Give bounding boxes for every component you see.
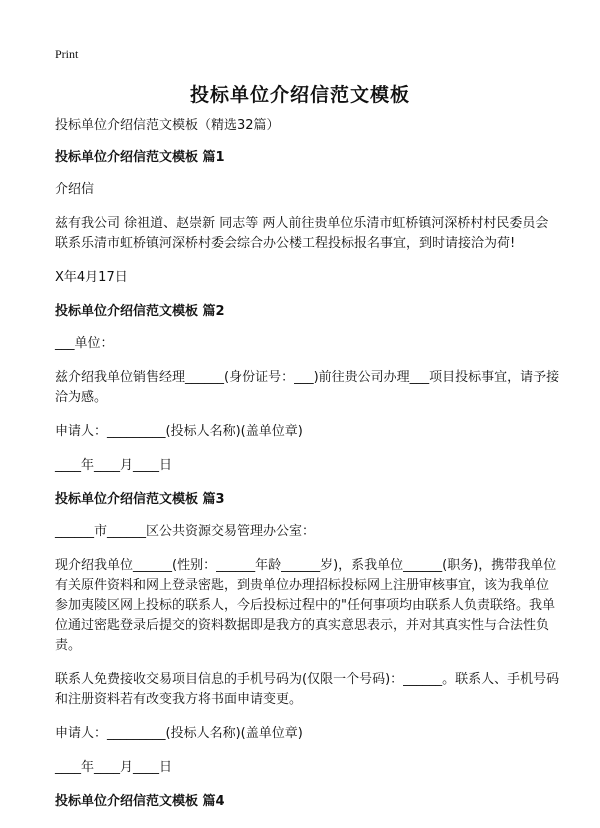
document-title: 投标单位介绍信范文模板: [189, 84, 410, 106]
section-heading: 投标单位介绍信范文模板 篇2: [55, 304, 225, 319]
paragraph: 现介绍我单位______(性别：______年龄______岁)，系我单位______(职务)，携带我单位有关原件资料和网上登录密匙，到贵单位办理招标投标网上注册审核事宜，该为我单位参加夷陵区网上投标的联系人，今后投标过程中的"任何事项均由联系人负责联络。我单位通过密匙登录后提交的资料数据即是我方的真实意思表示，并对其真实性与合法性负责。: [55, 558, 557, 653]
paragraph: ___单位：: [55, 336, 114, 351]
paragraph: X年4月17日: [55, 270, 128, 285]
paragraph: 兹介绍我单位销售经理______(身份证号：___)前往贵公司办理___项目投标事宜，请予接洽为感。: [55, 370, 560, 405]
section-heading: 投标单位介绍信范文模板 篇4: [55, 794, 225, 809]
paragraph: ____年____月____日: [55, 760, 173, 775]
print-label: Print: [55, 47, 79, 61]
section-heading: 投标单位介绍信范文模板 篇3: [55, 492, 225, 507]
paragraph: ______市______区公共资源交易管理办公室：: [55, 524, 316, 539]
paragraph: 申请人：_________(投标人名称)(盖单位章): [55, 726, 303, 741]
paragraph: 申请人：_________(投标人名称)(盖单位章): [55, 424, 303, 439]
section-heading: 投标单位介绍信范文模板 篇1: [55, 150, 225, 165]
paragraph: 联系人免费接收交易项目信息的手机号码为(仅限一个号码)：______。联系人、手机号码和注册资料若有改变我方将书面申请变更。: [55, 672, 560, 707]
paragraph: 兹有我公司 徐祖道、赵崇新 同志等 两人前往贵单位乐清市虹桥镇河深桥村村民委员会联系乐清市虹桥镇河深桥村委会综合办公楼工程投标报名事宜，到时请接洽为荷!: [55, 216, 549, 251]
document-subtitle: 投标单位介绍信范文模板（精选32篇）: [55, 118, 280, 133]
paragraph: ____年____月____日: [55, 458, 173, 473]
document-body: [55, 116, 560, 824]
paragraph: 介绍信: [55, 182, 95, 197]
